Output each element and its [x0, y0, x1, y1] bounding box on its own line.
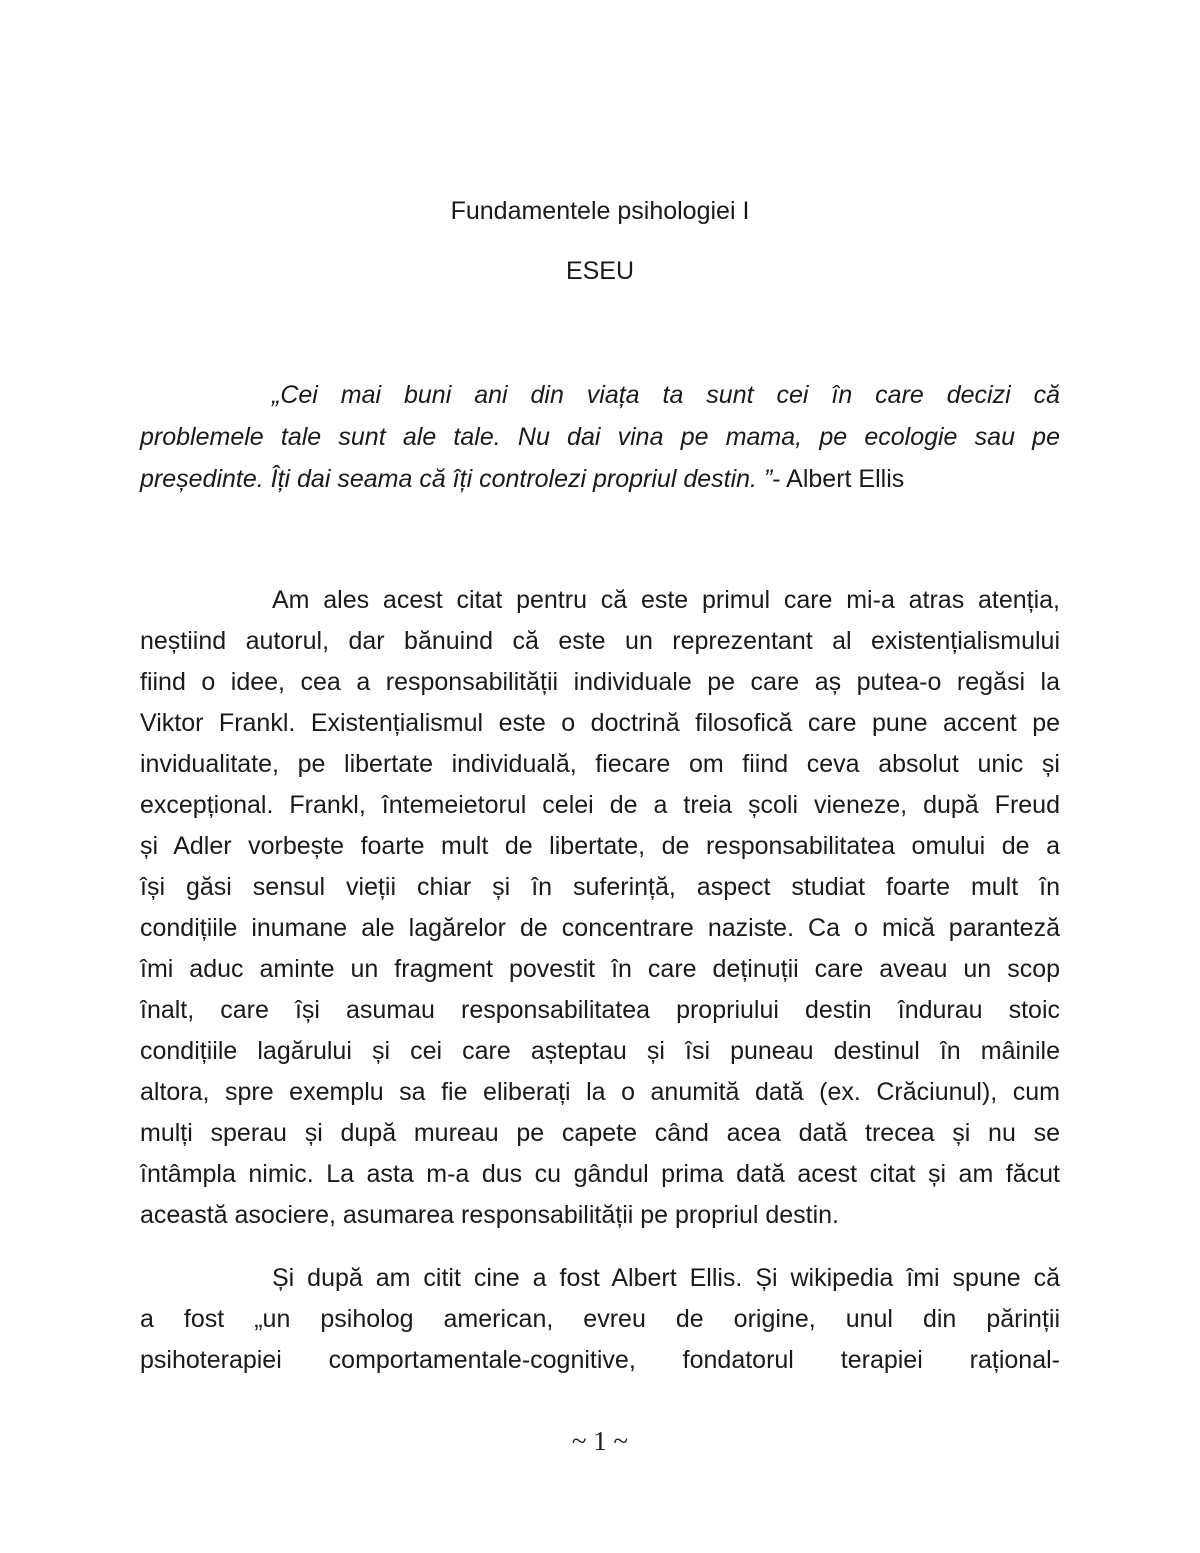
paragraph-line: psihoterapiei comportamentale-cognitive, fondatorul terapiei rațional-: [140, 1346, 1060, 1374]
essay-label: ESEU: [565, 257, 635, 285]
paragraph-line: Și după am citit cine a fost Albert Ellis. Și wikipedia îmi spune că: [272, 1264, 1060, 1292]
page-number: ~ 1 ~: [571, 1426, 629, 1456]
course-title: Fundamentele psihologiei I: [450, 197, 750, 225]
paragraph-line: această asociere, asumarea responsabilității pe propriul destin.: [140, 1201, 839, 1229]
paragraph-line: își găsi sensul vieții chiar și în suferință, aspect studiat foarte mult în: [140, 873, 1060, 901]
paragraph-line: excepțional. Frankl, întemeietorul celei de a treia școli vieneze, după Freud: [140, 791, 1060, 819]
paragraph-line: întâmpla nimic. La asta m-a dus cu gândul prima dată acest citat și am făcut: [140, 1160, 1060, 1188]
paragraph-line: condițiile lagărului și cei care așteptau și îsi puneau destinul în mâinile: [140, 1037, 1060, 1065]
paragraph-line: altora, spre exemplu sa fie eliberați la o anumită dată (ex. Crăciunul), cum: [140, 1078, 1060, 1106]
paragraph-line: și Adler vorbește foarte mult de libertate, de responsabilitatea omului de a: [140, 832, 1060, 860]
paragraph-line: mulți sperau și după mureau pe capete când acea dată trecea și nu se: [140, 1119, 1060, 1147]
quote-line-with-author: [140, 461, 1060, 497]
paragraph-line: condițiile inumane ale lagărelor de concentrare naziste. Ca o mică paranteză: [140, 914, 1060, 942]
paragraph-line: neștiind autorul, dar bănuind că este un reprezentant al existențialismului: [140, 627, 1060, 655]
paragraph-line: invidualitate, pe libertate individuală, fiecare om fiind ceva absolut unic și: [140, 750, 1060, 778]
paragraph-line: a fost „un psiholog american, evreu de origine, unul din părinții: [140, 1305, 1060, 1333]
quote-line: problemele tale sunt ale tale. Nu dai vina pe mama, pe ecologie sau pe: [140, 423, 1060, 451]
paragraph-line: înalt, care își asumau responsabilitatea propriului destin îndurau stoic: [140, 996, 1060, 1024]
paragraph-line: Am ales acest citat pentru că este primul care mi-a atras atenția,: [272, 586, 1060, 614]
quote-line: „Cei mai buni ani din viața ta sunt cei în care decizi că: [272, 381, 1060, 409]
paragraph-line: Viktor Frankl. Existențialismul este o doctrină filosofică care pune accent pe: [140, 709, 1060, 737]
paragraph-line: îmi aduc aminte un fragment povestit în care deținuții care aveau un scop: [140, 955, 1060, 983]
quote-author: - Albert Ellis: [772, 465, 905, 493]
paragraph-line: fiind o idee, cea a responsabilității individuale pe care aș putea-o regăsi la: [140, 668, 1060, 696]
quote-text: președinte. Îți dai seama că îți controlezi propriul destin. ”: [140, 465, 773, 493]
